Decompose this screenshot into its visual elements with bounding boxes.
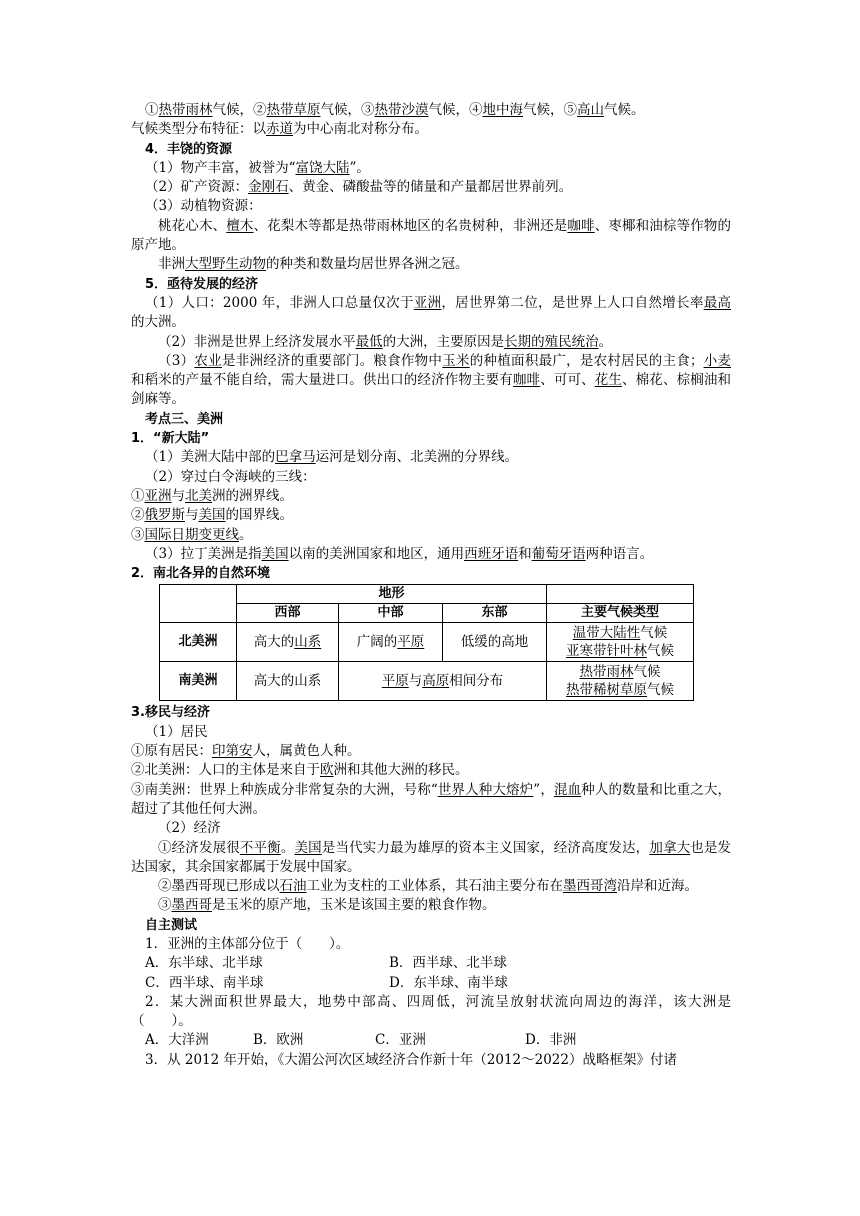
option: D．东半球、南半球 bbox=[389, 974, 508, 991]
question-1: 1．亚洲的主体部分位于（ ）。 bbox=[145, 935, 350, 952]
document-body bbox=[131, 101, 731, 1070]
climate-distribution-line: 气候类型分布特征：以赤道为中心南北对称分布。 bbox=[131, 121, 428, 138]
table-cell: 高大的山系 bbox=[237, 623, 339, 662]
bering-line-3: ③国际日期变更线。 bbox=[131, 526, 253, 543]
resources-item-2: （2）矿产资源：金刚石、黄金、磷酸盐等的储量和产量都居世界前列。 bbox=[145, 179, 573, 196]
residents-heading: （1）居民 bbox=[145, 723, 208, 740]
table-row bbox=[160, 662, 694, 701]
table-cell-empty bbox=[160, 585, 237, 623]
economy-heading: （2）经济 bbox=[158, 820, 221, 837]
table-cell: 平原与高原相间分布 bbox=[339, 662, 547, 701]
residents-item-1: ①原有居民：印第安人，属黄色人种。 bbox=[131, 743, 361, 760]
economy-agriculture-paragraph: （3）农业是非洲经济的重要部门。粮食作物中玉米的种植面积最广，是农村居民的主食；小麦和稻米的产量不能自给，需大量进口。供出口的经济作物主要有咖啡、可可、花生、棉花、棕榈油和剑麻等。 bbox=[131, 352, 732, 408]
natural-environment-table bbox=[159, 584, 694, 701]
table-cell: 热带雨林气候 热带稀树草原气候 bbox=[547, 662, 694, 701]
option: C．亚洲 bbox=[375, 1032, 426, 1049]
question-3: 3．从 2012 年开始，《大湄公河次区域经济合作新十年（2012～2022）战略框架》付诸 bbox=[145, 1051, 677, 1068]
table-header-east: 东部 bbox=[443, 604, 547, 623]
heading-americas: 考点三、美洲 bbox=[145, 411, 224, 427]
resources-item-3: （3）动植物资源： bbox=[145, 198, 262, 215]
question-2-options bbox=[131, 1031, 731, 1050]
table-cell: 温带大陆性气候 亚寒带针叶林气候 bbox=[547, 623, 694, 662]
table-header-terrain: 地形 bbox=[237, 585, 547, 604]
table-cell: 高大的山系 bbox=[237, 662, 339, 701]
residents-item-2: ②北美洲：人口的主体是来自于欧洲和其他大洲的移民。 bbox=[131, 762, 469, 779]
latin-america-line: （3）拉丁美洲是指美国以南的美洲国家和地区，通用西班牙语和葡萄牙语两种语言。 bbox=[145, 545, 654, 562]
option: D．非洲 bbox=[525, 1032, 577, 1049]
resources-trees-paragraph: 桃花心木、檀木、花梨木等都是热带雨林地区的名贵树种，非洲还是咖啡、枣椰和油棕等作物的原产地。 bbox=[131, 217, 732, 254]
option: A．大洋洲 bbox=[145, 1032, 209, 1049]
table-row bbox=[160, 623, 694, 662]
table-header-middle: 中部 bbox=[339, 604, 443, 623]
economy-item-1: ①经济发展很不平衡。美国是当代实力最为雄厚的资本主义国家，经济高度发达，加拿大也是发达国家，其余国家都属于发展中国家。 bbox=[131, 839, 732, 875]
residents-item-3: ③南美洲：世界上种族成分非常复杂的大洲，号称“世界人种大熔炉”，混血种人的数量和比重之大，超过了其他任何大洲。 bbox=[131, 781, 732, 817]
heading-migration-economy: 3.移民与经济 bbox=[131, 705, 210, 721]
economy-level-line: （2）非洲是世界上经济发展水平最低的大洲，主要原因是长期的殖民统治。 bbox=[158, 333, 613, 350]
heading-economy: 5．亟待发展的经济 bbox=[145, 276, 259, 292]
option: C．西半球、南半球 bbox=[145, 974, 264, 991]
table-cell: 低缓的高地 bbox=[443, 623, 547, 662]
option: A．东半球、北半球 bbox=[145, 955, 263, 972]
economy-item-2: ②墨西哥现已形成以石油工业为支柱的工业体系，其石油主要分布在墨西哥湾沿岸和近海。 bbox=[158, 878, 698, 895]
bering-line-1: ①亚洲与北美洲的洲界线。 bbox=[131, 487, 293, 504]
heading-new-continent: 1．“新大陆” bbox=[131, 431, 210, 447]
economy-item-3: ③墨西哥是玉米的原产地，玉米是该国主要的粮食作物。 bbox=[158, 897, 496, 914]
table-row bbox=[160, 585, 694, 604]
table-cell-empty bbox=[547, 585, 694, 604]
resources-item-1: （1）物产丰富，被誉为“富饶大陆”。 bbox=[145, 159, 370, 176]
americas-item-1: （1）美洲大陆中部的巴拿马运河是划分南、北美洲的分界线。 bbox=[145, 449, 519, 466]
table-row bbox=[160, 604, 694, 623]
table-cell: 广阔的平原 bbox=[339, 623, 443, 662]
question-1-options bbox=[131, 974, 731, 993]
americas-item-2: （2）穿过白令海峡的三线： bbox=[145, 468, 316, 485]
resources-animals-line: 非洲大型野生动物的种类和数量均居世界各洲之冠。 bbox=[158, 256, 469, 273]
table-row-label-north-america: 北美洲 bbox=[160, 623, 237, 662]
table-row-label-south-america: 南美洲 bbox=[160, 662, 237, 701]
table-header-west: 西部 bbox=[237, 604, 339, 623]
option: B．西半球、北半球 bbox=[389, 955, 507, 972]
climate-types-line: ①热带雨林气候，②热带草原气候，③热带沙漠气候，④地中海气候，⑤高山气候。 bbox=[145, 102, 645, 118]
heading-resources: 4．丰饶的资源 bbox=[145, 141, 233, 157]
question-1-options bbox=[131, 954, 731, 973]
table-header-climate: 主要气候类型 bbox=[547, 604, 694, 623]
economy-population-paragraph: （1）人口：2000 年，非洲人口总量仅次于亚洲，居世界第二位，是世界上人口自然增长率最高的大洲。 bbox=[131, 294, 732, 331]
heading-natural-environment: 2．南北各异的自然环境 bbox=[131, 566, 271, 582]
question-2: 2．某大洲面积世界最大，地势中部高、四周低，河流呈放射状流向周边的海洋，该大洲是（ ）。 bbox=[131, 993, 731, 1030]
bering-line-2: ②俄罗斯与美国的国界线。 bbox=[131, 507, 293, 524]
option: B．欧洲 bbox=[253, 1032, 304, 1049]
heading-self-test: 自主测试 bbox=[145, 917, 198, 933]
